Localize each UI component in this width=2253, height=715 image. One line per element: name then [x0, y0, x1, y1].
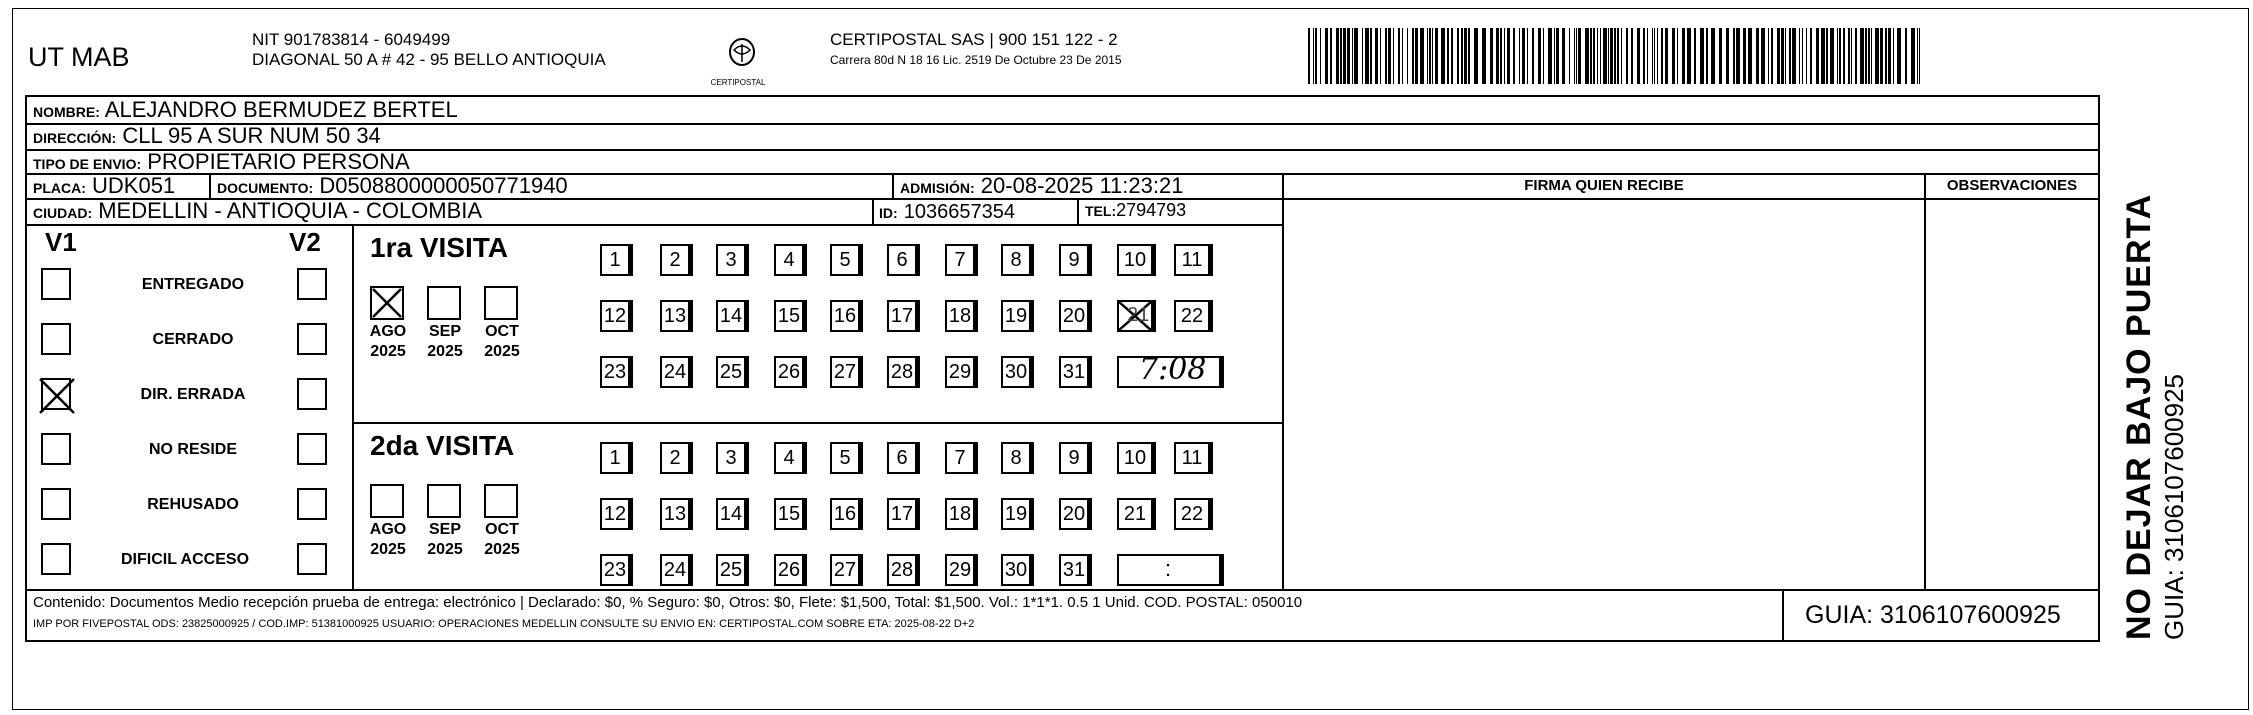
no-leave-warning: NO DEJAR BAJO PUERTA [2120, 193, 2158, 640]
document-label: DOCUMENTO: [217, 180, 314, 196]
day-box[interactable]: 5 [830, 244, 860, 276]
check-x-icon [37, 376, 77, 421]
contents-line: Contenido: Documentos Medio recepción prueba de entrega: electrónico | Declarado: $0, % Seguro: $0, Otros: $0, Flete: $1,500, Total: $1,500. Vol.: 1*1*1. 0.5 1 Unid. COD. POSTAL: 050010 [33, 594, 1303, 611]
day-box[interactable]: 16 [830, 300, 860, 332]
v1-checkbox[interactable] [41, 543, 71, 575]
day-box[interactable]: 30 [1001, 554, 1031, 586]
day-box[interactable]: 17 [887, 498, 917, 530]
nit-line: NIT 901783814 - 6049499 [252, 30, 451, 49]
day-box[interactable]: 15 [774, 300, 804, 332]
day-box[interactable]: 3 [716, 244, 746, 276]
v2-checkbox[interactable] [297, 433, 327, 465]
day-box[interactable]: 28 [887, 554, 917, 586]
carrier-license-line: Carrera 80d N 18 16 Lic. 2519 De Octubre 23 De 2015 [830, 53, 1122, 67]
day-box[interactable]: 2 [660, 442, 690, 474]
id-value: 1036657354 [903, 201, 1016, 223]
day-box[interactable]: 26 [774, 356, 804, 388]
id-cell [879, 198, 1015, 224]
day-box[interactable]: 18 [945, 300, 975, 332]
v2-checkbox[interactable] [297, 543, 327, 575]
month-checkbox[interactable] [427, 484, 461, 518]
side-guia: GUIA: 3106107600925 [2159, 374, 2189, 640]
delivery-form [25, 95, 2100, 642]
carrier-name-line: CERTIPOSTAL SAS | 900 151 122 - 2 [830, 30, 1118, 49]
sender-info [252, 30, 606, 70]
status-option: DIFICIL ACCESO [121, 551, 250, 568]
day-box[interactable]: 26 [774, 554, 804, 586]
v2-checkbox[interactable] [297, 323, 327, 355]
day-box[interactable]: 14 [716, 498, 746, 530]
day-box[interactable]: 4 [774, 244, 804, 276]
admission-label: ADMISIÓN: [900, 180, 975, 196]
day-box[interactable]: 29 [945, 554, 975, 586]
city-cell [33, 198, 482, 224]
admission-value: 20-08-2025 11:23:21 [980, 173, 1184, 198]
status-option: CERRADO [152, 331, 234, 348]
month-label: OCT 2025 [484, 521, 520, 558]
observations-header: OBSERVACIONES [1946, 177, 2078, 194]
sender-address-line: DIAGONAL 50 A # 42 - 95 BELLO ANTIOQUIA [252, 50, 606, 69]
day-box[interactable]: 23 [600, 554, 630, 586]
tel-label: TEL: [1085, 203, 1117, 219]
v2-checkbox[interactable] [297, 378, 327, 410]
day-box[interactable]: 6 [887, 442, 917, 474]
month-checkbox[interactable] [484, 286, 518, 320]
month-checkbox[interactable] [370, 484, 404, 518]
day-box[interactable]: 11 [1174, 442, 1210, 474]
month-label: SEP 2025 [427, 521, 463, 558]
day-box[interactable]: 10 [1117, 244, 1153, 276]
day-box[interactable]: 10 [1117, 442, 1153, 474]
address-label: DIRECCIÓN: [33, 130, 117, 146]
day-box[interactable]: 7 [945, 244, 975, 276]
month-label: SEP 2025 [427, 323, 463, 360]
day-box[interactable]: 25 [716, 554, 746, 586]
day-box[interactable]: 11 [1174, 244, 1210, 276]
status-option: REHUSADO [147, 496, 239, 513]
day-box[interactable]: 29 [945, 356, 975, 388]
v2-checkbox[interactable] [297, 488, 327, 520]
day-box[interactable]: 8 [1001, 442, 1031, 474]
crossed-day-number: 21 [1127, 304, 1150, 326]
city-value: MEDELLIN - ANTIOQUIA - COLOMBIA [98, 198, 483, 223]
address-row [33, 123, 381, 149]
check-x-icon [370, 286, 404, 325]
side-text [2120, 194, 2190, 640]
v1-checkbox[interactable] [41, 323, 71, 355]
carrier-info [830, 30, 1122, 70]
name-row [33, 97, 458, 123]
send-type-label: TIPO DE ENVIO: [33, 156, 142, 172]
visit-title: 1ra VISITA [370, 232, 508, 263]
month-label: OCT 2025 [484, 323, 520, 360]
barcode [1308, 28, 1922, 84]
day-box[interactable]: 27 [830, 356, 860, 388]
day-box[interactable]: 27 [830, 554, 860, 586]
plate-label: PLACA: [33, 180, 86, 196]
status-option: NO RESIDE [148, 441, 237, 458]
day-box[interactable]: 4 [774, 442, 804, 474]
plate-value: UDK051 [92, 173, 176, 198]
day-box[interactable]: 16 [830, 498, 860, 530]
month-checkbox[interactable] [427, 286, 461, 320]
day-box[interactable]: 13 [660, 300, 690, 332]
day-box[interactable]: 31 [1059, 554, 1089, 586]
day-box[interactable]: 22 [1174, 498, 1210, 530]
day-box[interactable]: 20 [1059, 300, 1089, 332]
send-type: PROPIETARIO PERSONA [147, 149, 410, 174]
day-box[interactable]: 12 [600, 300, 630, 332]
day-box[interactable]: 23 [600, 356, 630, 388]
day-box[interactable]: 25 [716, 356, 746, 388]
v2-header: V2 [289, 227, 321, 257]
day-box[interactable]: 6 [887, 244, 917, 276]
day-box[interactable]: 19 [1001, 300, 1031, 332]
document-cell [217, 173, 568, 199]
day-box[interactable]: 24 [660, 554, 690, 586]
month-label: AGO 2025 [369, 323, 407, 360]
v2-checkbox[interactable] [297, 268, 327, 300]
day-box[interactable]: 17 [887, 300, 917, 332]
v1-checkbox[interactable] [41, 268, 71, 300]
day-box[interactable]: 3 [716, 442, 746, 474]
day-box[interactable]: 31 [1059, 356, 1089, 388]
month-checkbox[interactable] [484, 484, 518, 518]
day-box[interactable]: 12 [600, 498, 630, 530]
recipient-name: ALEJANDRO BERMUDEZ BERTEL [104, 97, 458, 122]
day-box[interactable]: 24 [660, 356, 690, 388]
day-box[interactable]: 22 [1174, 300, 1210, 332]
day-box[interactable]: 1 [600, 244, 630, 276]
day-box[interactable]: 7 [945, 442, 975, 474]
v1-header: V1 [45, 227, 77, 257]
day-box[interactable]: 13 [660, 498, 690, 530]
day-box[interactable]: 1 [600, 442, 630, 474]
document-value: D0508800000050771940 [319, 173, 568, 198]
id-label: ID: [879, 205, 898, 221]
day-box[interactable]: 15 [774, 498, 804, 530]
day-box[interactable]: 21 [1117, 498, 1153, 530]
tel-cell [1085, 200, 1186, 221]
status-option: ENTREGADO [141, 276, 245, 293]
send-type-row [33, 149, 410, 175]
day-box[interactable]: 2 [660, 244, 690, 276]
v1-checkbox[interactable] [41, 433, 71, 465]
tel-value: 2794793 [1116, 200, 1187, 220]
day-box[interactable]: 8 [1001, 244, 1031, 276]
admission-cell [900, 173, 1183, 199]
visit-time: : [1165, 556, 1172, 581]
company-name: UT MAB [28, 42, 130, 72]
day-box[interactable]: 18 [945, 498, 975, 530]
city-label: CIUDAD: [33, 205, 93, 221]
signature-header: FIRMA QUIEN RECIBE [1524, 177, 1684, 194]
day-box[interactable]: 14 [716, 300, 746, 332]
day-box[interactable]: 9 [1059, 442, 1089, 474]
day-box[interactable]: 20 [1059, 498, 1089, 530]
print-info-line: IMP POR FIVEPOSTAL ODS: 23825000925 / COD.IMP: 51381000925 USUARIO: OPERACIONES MEDELLIN CONSULTE SU ENVIO EN: CERTIPOSTAL.COM SOBRE ETA: 2025-08-22 D+2 [33, 618, 975, 630]
guia-number: GUIA: 3106107600925 [1805, 601, 2061, 629]
recipient-address: CLL 95 A SUR NUM 50 34 [122, 123, 381, 148]
month-label: AGO 2025 [369, 521, 407, 558]
day-box[interactable]: 28 [887, 356, 917, 388]
day-box[interactable]: 9 [1059, 244, 1089, 276]
day-box[interactable]: 30 [1001, 356, 1031, 388]
name-label: NOMBRE: [33, 104, 100, 120]
v1-checkbox[interactable] [41, 488, 71, 520]
plate-cell [33, 173, 175, 199]
logo-lettering: CERTIPOSTAL [710, 78, 766, 87]
day-box[interactable]: 5 [830, 442, 860, 474]
visit-time: 7:08 [1139, 352, 1207, 387]
status-option: DIR. ERRADA [140, 386, 246, 403]
day-box[interactable]: 19 [1001, 498, 1031, 530]
visit-title: 2da VISITA [370, 430, 515, 461]
